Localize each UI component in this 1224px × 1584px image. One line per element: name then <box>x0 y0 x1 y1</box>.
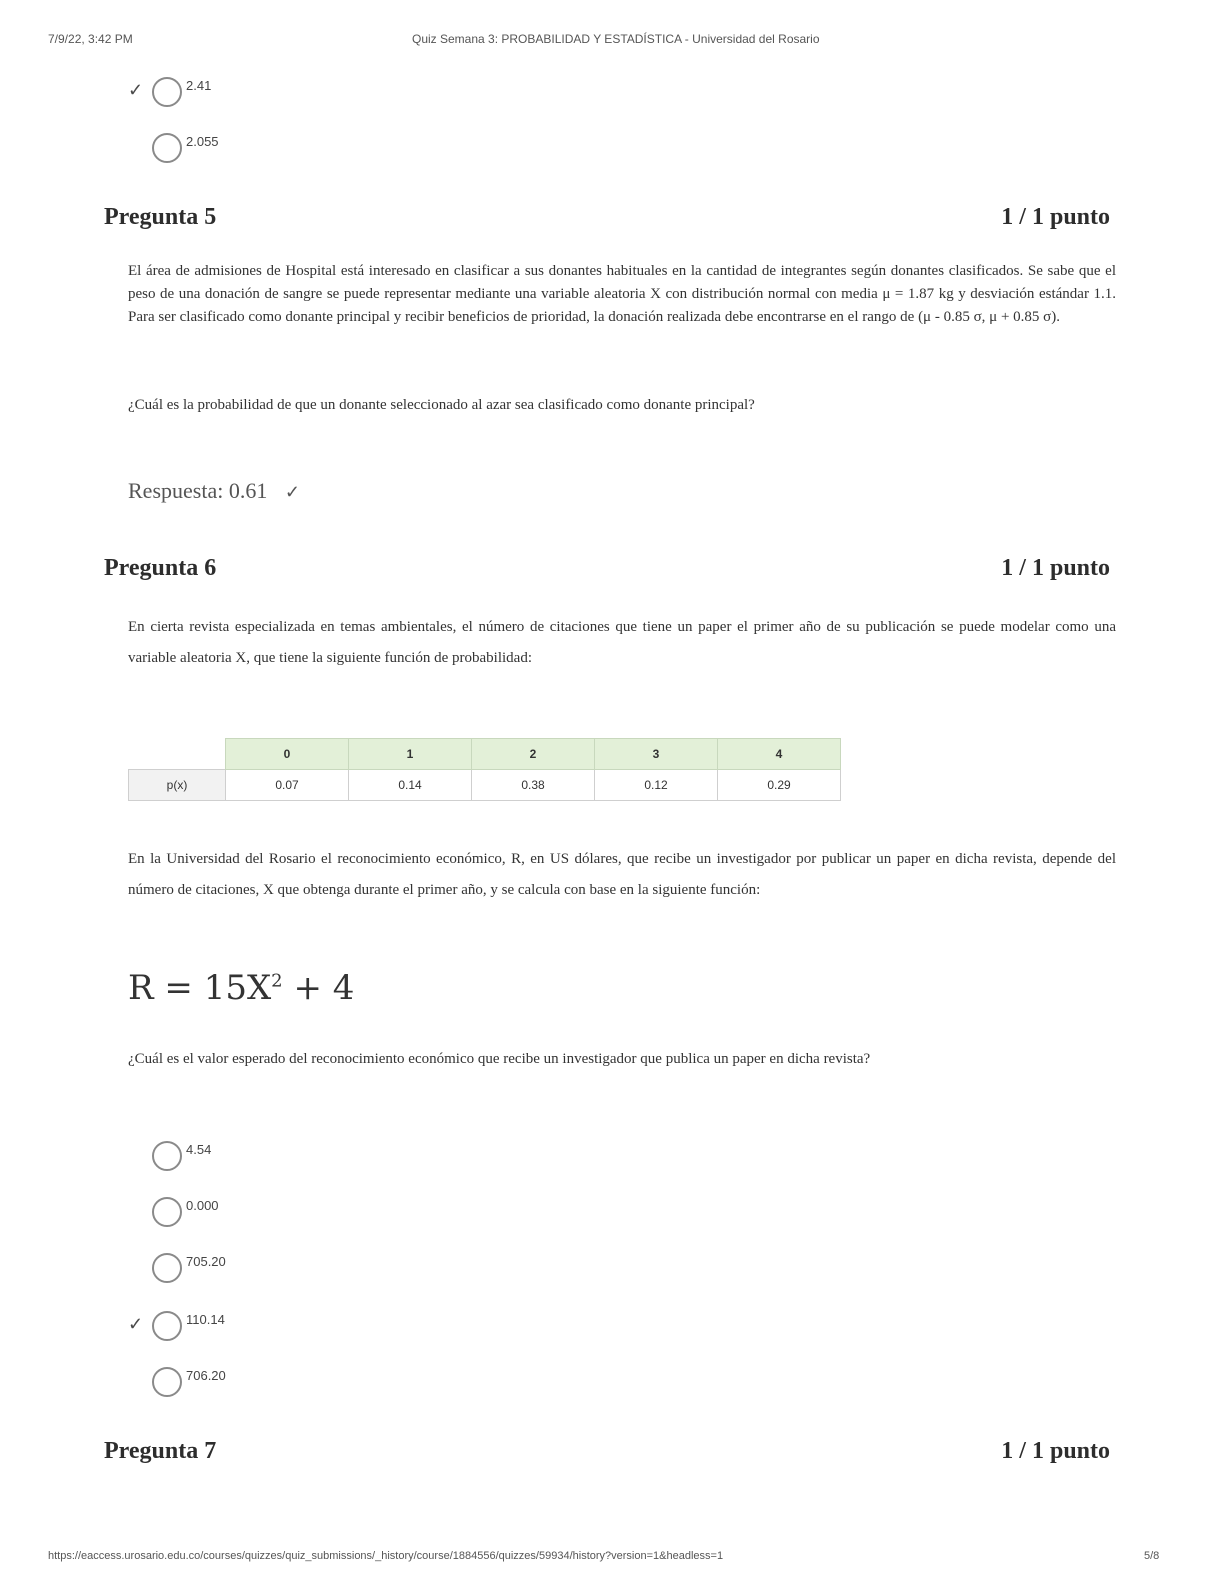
question-points: 1 / 1 punto <box>1001 1438 1110 1464</box>
question-points: 1 / 1 punto <box>1001 204 1110 230</box>
formula <box>128 968 354 1008</box>
table-header-cell: 0 <box>226 739 349 770</box>
table-header-cell: 4 <box>718 739 841 770</box>
table-cell: 0.12 <box>595 770 718 801</box>
answer-option[interactable] <box>152 1136 211 1176</box>
answer-option[interactable] <box>152 1306 225 1346</box>
answer-option[interactable] <box>152 1362 226 1402</box>
print-timestamp: 7/9/22, 3:42 PM <box>48 32 133 46</box>
radio-button[interactable] <box>152 1367 182 1397</box>
print-url: https://eaccess.urosario.edu.co/courses/quizzes/quiz_submissions/_history/course/1884556/quizzes/59934/history?version=1&headless=1 <box>48 1550 724 1562</box>
radio-button[interactable] <box>152 77 182 107</box>
answer-label: Respuesta: <box>128 478 224 503</box>
table-header-cell: 2 <box>472 739 595 770</box>
radio-button[interactable] <box>152 133 182 163</box>
table-header-cell: 3 <box>595 739 718 770</box>
question-prompt: ¿Cuál es el valor esperado del reconocimiento económico que recibe un investigador que publica un paper en dicha revista? <box>128 1051 871 1067</box>
option-label: 110.14 <box>186 1311 225 1327</box>
answer-option[interactable] <box>152 1192 219 1232</box>
option-label: 0.000 <box>186 1197 219 1213</box>
answer-option[interactable] <box>152 72 211 112</box>
question-statement: En la Universidad del Rosario el reconocimiento económico, R, en US dólares, que recibe un investigador por publicar un paper en dicha revista, depende del número de citaciones, X que obtenga durante el primer año, y se calcula con base en la siguiente función: <box>128 851 1116 898</box>
answer-option[interactable] <box>152 1248 226 1288</box>
option-label: 4.54 <box>186 1141 212 1157</box>
answer-option[interactable] <box>152 128 219 168</box>
question-prompt: ¿Cuál es la probabilidad de que un donante seleccionado al azar sea clasificado como donante principal? <box>128 397 755 413</box>
formula-lhs: R = 15X <box>128 968 272 1008</box>
question-statement: En cierta revista especializada en temas ambientales, el número de citaciones que tiene un paper el primer año de su publicación se puede modelar como una variable aleatoria X, que tiene la siguiente función de probabilidad: <box>128 619 1116 666</box>
radio-button[interactable] <box>152 1197 182 1227</box>
table-header-row <box>129 739 841 770</box>
option-label: 2.055 <box>186 133 219 149</box>
question-points: 1 / 1 punto <box>1001 555 1110 581</box>
table-row <box>129 770 841 801</box>
correct-check-icon: ✓ <box>128 1314 144 1334</box>
question-title: Pregunta 5 <box>104 204 217 230</box>
option-label: 705.20 <box>186 1253 226 1269</box>
option-label: 2.41 <box>186 77 212 93</box>
formula-rhs: + 4 <box>293 968 355 1008</box>
answer-value: 0.61 <box>228 478 268 503</box>
radio-button[interactable] <box>152 1141 182 1171</box>
table-cell: 0.14 <box>349 770 472 801</box>
table-cell: 0.29 <box>718 770 841 801</box>
page-number: 5/8 <box>1144 1550 1160 1562</box>
correct-check-icon: ✓ <box>284 482 300 502</box>
table-cell: 0.07 <box>226 770 349 801</box>
radio-button[interactable] <box>152 1253 182 1283</box>
formula-exponent: 2 <box>271 970 283 992</box>
print-page-title: Quiz Semana 3: PROBABILIDAD Y ESTADÍSTICA - Universidad del Rosario <box>412 32 820 46</box>
radio-button[interactable] <box>152 1311 182 1341</box>
table-cell: 0.38 <box>472 770 595 801</box>
question-title: Pregunta 6 <box>104 555 217 581</box>
option-label: 706.20 <box>186 1367 226 1383</box>
correct-check-icon: ✓ <box>128 80 144 100</box>
question-title: Pregunta 7 <box>104 1438 217 1464</box>
question-statement: El área de admisiones de Hospital está interesado en clasificar a sus donantes habituales en la cantidad de integrantes según donantes clasificados. Se sabe que el peso de una donación de sangre se puede representar mediante una variable aleatoria X con distribución normal con media μ = 1.87 kg y desviación estándar 1.1. Para ser clasificado como donante principal y recibir beneficios de prioridad, la donación realizada debe encontrarse en el rango de (μ - 0.85 σ, μ + 0.85 σ). <box>128 263 1116 325</box>
table-header-cell: 1 <box>349 739 472 770</box>
numeric-answer <box>128 478 300 504</box>
probability-table <box>128 738 841 801</box>
table-row-label: p(x) <box>129 770 226 801</box>
